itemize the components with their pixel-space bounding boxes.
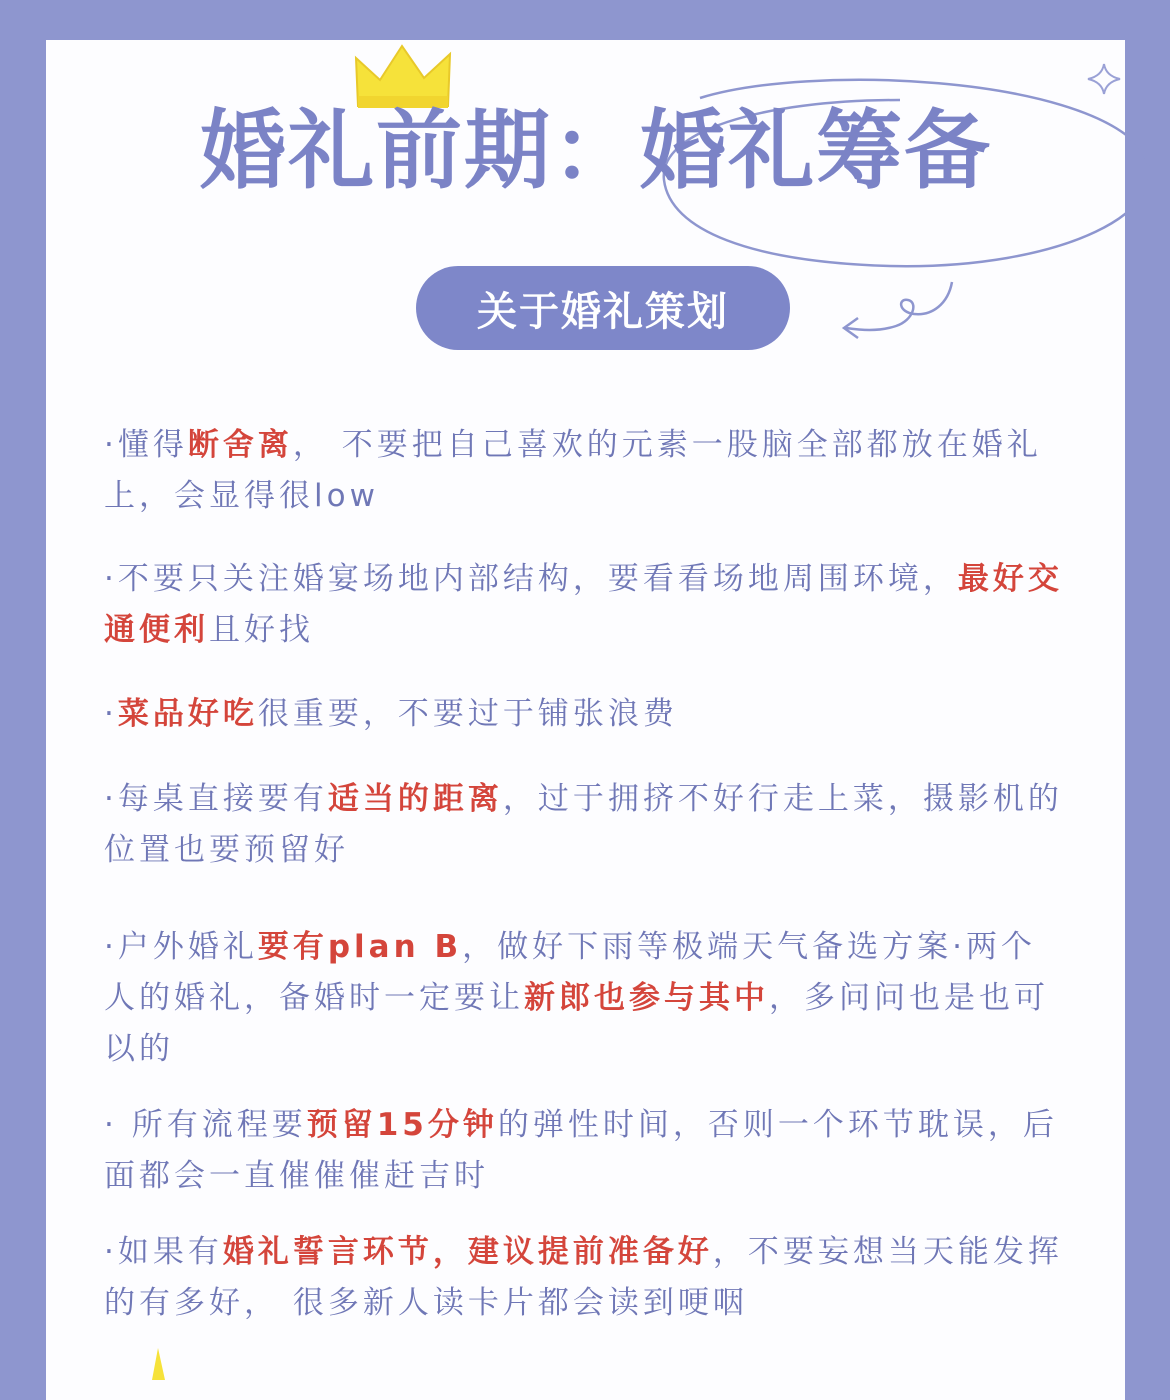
tip-text: ·户外婚礼 — [104, 929, 258, 965]
page-title: 婚礼前期：婚礼筹备 — [200, 101, 992, 201]
tip-text: ，多问问也是也可以的 — [104, 980, 1049, 1067]
star-icon — [138, 1346, 182, 1387]
tip-text: · — [104, 696, 118, 732]
tip-highlight: 适当的距离 — [327, 781, 503, 817]
tip-text: ，不要妄想当天能发挥的有多好， 很多新人读卡片都会读到哽咽 — [104, 1234, 1063, 1321]
tip-text: ，做好下雨等极端天气备选方案·两个人的婚礼，备婚时一定要让 — [104, 929, 1036, 1016]
tip-text: ·不要只关注婚宴场地内部结构，要看看场地周围环境， — [104, 561, 958, 597]
tip-paragraph — [104, 1227, 1064, 1329]
tip-highlight: 最好交通便利 — [104, 561, 1063, 648]
tip-text: ， 不要把自己喜欢的元素一股脑全部都放在婚礼上，会显得很low — [104, 427, 1042, 514]
tip-text: ·懂得 — [104, 427, 188, 463]
tip-text: ·每桌直接要有 — [104, 781, 328, 817]
subtitle-badge — [416, 266, 790, 350]
tip-highlight: 新郎也参与其中 — [524, 980, 769, 1016]
tip-paragraph — [104, 689, 1064, 740]
tip-highlight: 预留15分钟 — [306, 1107, 498, 1143]
tip-text: ·如果有 — [104, 1234, 223, 1270]
tip-paragraph — [104, 554, 1064, 656]
tip-paragraph — [104, 922, 1064, 1075]
tip-text: · 所有流程要 — [104, 1107, 307, 1143]
tip-text: ，过于拥挤不好行走上菜，摄影机的位置也要预留好 — [104, 781, 1063, 868]
subtitle-text: 关于婚礼策划 — [477, 288, 729, 335]
tip-paragraph — [104, 420, 1064, 522]
tip-text: 且好找 — [209, 612, 314, 648]
tip-highlight: 要有plan B — [257, 929, 463, 965]
tip-paragraph — [104, 774, 1064, 876]
tip-text: 的弹性时间，否则一个环节耽误，后面都会一直催催催赶吉时 — [104, 1107, 1058, 1194]
tip-paragraph — [104, 1100, 1064, 1202]
curly-arrow-icon — [836, 278, 962, 348]
tip-text: 很重要，不要过于铺张浪费 — [257, 696, 678, 732]
tip-highlight: 菜品好吃 — [117, 696, 258, 732]
tip-highlight: 婚礼誓言环节，建议提前准备好 — [222, 1234, 713, 1270]
tip-highlight: 断舍离 — [187, 427, 293, 463]
